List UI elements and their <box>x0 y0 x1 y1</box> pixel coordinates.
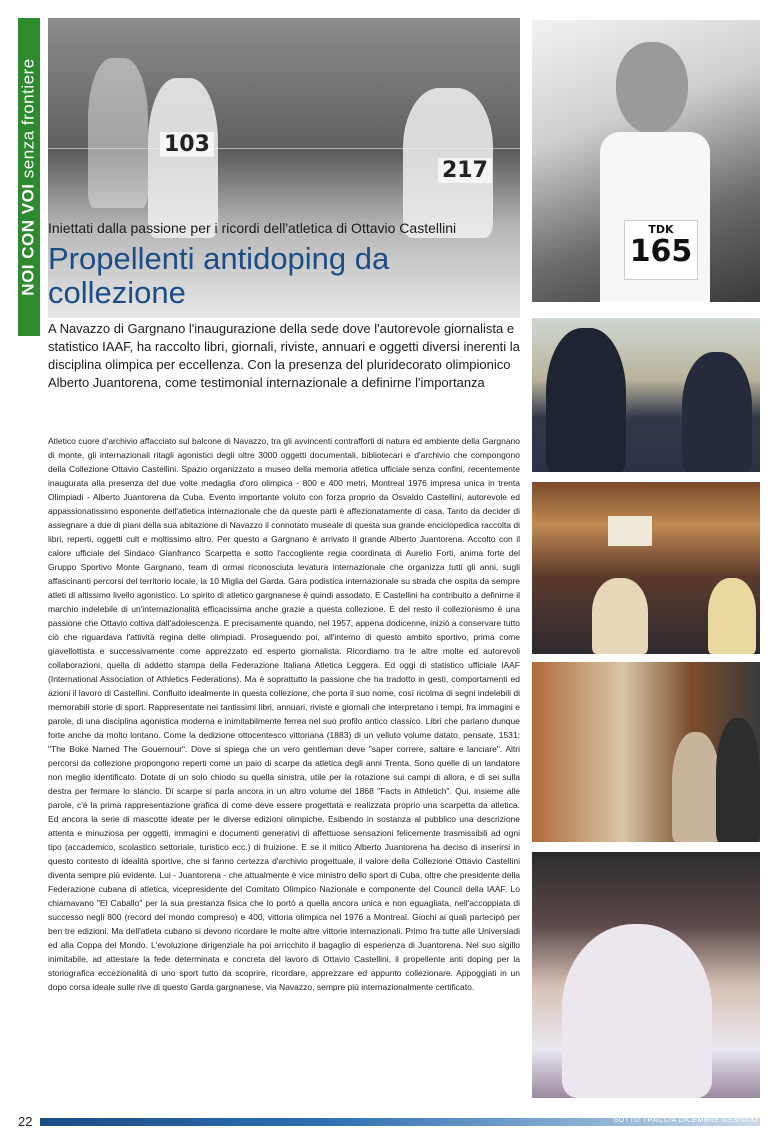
photo-crowd-portrait <box>532 852 760 1098</box>
runner-figure <box>148 78 218 238</box>
visitor-figure <box>672 732 720 842</box>
man-figure <box>682 352 752 472</box>
section-tab-part1: NOI CON VOI <box>19 183 39 296</box>
portrait-bib <box>624 220 698 280</box>
runner-bib: 103 <box>160 132 214 157</box>
portrait-head <box>616 42 688 134</box>
man-figure <box>546 328 626 472</box>
audience-figure <box>592 578 648 654</box>
visitor-figure <box>716 718 760 842</box>
article-body: Atletico cuore d'archivio affacciato sul balcone di Navazzo, tra gli avvincenti contrafforti di natura ed ambiente della Gargnano di monte, gli internazionali ritagli agonistici degli oltre 3000 oggetti documentali, bibliotecari e d'archivio che compongono della Collezione Ottavio Castellini. Spazio organizzato a museo della memoria atletica ufficiale senza confini, recentemente inaugurata alla presenza del due volte medaglia d'oro olimpica - 800 e 400 metri, Montreal 1976 impresa unica in trenta Olimpiadi - Alberto Juantorena da Cuba. Evento importante voluto con forza proprio da Osvaldo Castellini, autorevole ed appassionatissimo esponente dell'atletica internazionale che da queste parti è affezionatamente di casa. Tanto da decider di assegnare a due di piani della sua abitazione di Navazzo il connotato museale di questa sua grande enciclopedica raccolta di libri, reperti, oggetti cult e moltissimo altro. Per questo a Gargnano è arrivato il grande Alberto Juantorena. Accolto con il calore ufficiale del Sindaco Gianfranco Scarpetta e sotto l'accogliente regia coordinata di Aurelio Forti, anima forte del Gruppo Sportivo Monte Gargnano, team di ormai riconosciuta levatura internazionale che organizza tutti gli anni, sugli affascinanti percorsi del territorio locale, la 10 Miglia del Garda. Gara podistica internazionale su strada che ospita da sempre atleti di altissimo livello agonistico. Lo spirito di atletico gargnanese è quindi assodato. E Castellini ha contribuito a definirne il marchio indelebile di un'internazionalità efficacissima anche grazie a questa collezione. E del resto il collezionismo è una passione che Ottavio coltiva dall'adolescenza. E precisamente quando, nel 1957, appena dodicenne, iniziò a conservare tutto ciò che riguardava l'attività regina delle olimpiadi. Proseguendo poi, all'interno di questo ambito sportivo, prima come giavellottista e successivamente come apprezzato ed esperto giornalista. Ricordiamo tra le altre molte ed autorevoli collaborazioni, quella di addetto stampa della Federazione Italiana Atletica Leggera. Ed oggi di statistico ufficiale IAAF (International Association of Athletics Federations). Ma è soprattutto la passione che ha tradotto in gesti, comportamenti ed azioni il lavoro di Castellini. Confluito idealmente in questa collezione, che porta il suo nome, così ricolma di segni indelebili di memorabili storie di sport. Rappresentate nei tantissimi libri, annuari, riviste e giornali che interpretano i tempi, fra immagini e parole, di una disciplina agonistica moderna e inimitabilmente ferrea nel suo profilo antico classico. Libri che parlano dunque forte anche da molto lontano. Come la dedizione ottocentesco vittoriana (1883) di un velluto volume datato, pensate, 1531: "The Boke Named The Gouernour". Dove si spiega che un vero gentleman deve "saper correre, saltare e lanciare". Altri percorsi da collezione propongono reperti come un paio di scarpe da atletica degli anni Trenta. Sono quelle di un landatore non meglio identificato. Dotate di un solo chiodo su quella sinistra, utile per la rotazione sui campi di allora, e di sei sulla destra per fermare lo slancio. Di scarpe si parla ancora in un altro volume del 1868 "Facts in Athletich". Qui, insieme alle parole, c'è la prima rappresentazione grafica di come deve essere progettata e realizzata proprio una scarpetta da atletica. Ed ancora la serie di mascotte ideate per le diverse edizioni olimpiche. Esibendo in sostanza al pubblico una descrizione attenta e minuziosa per oggetti, immagini e documenti generativi di affettuose sensazioni felicemente trasmissibili ad ogni tipo (accademico, scolastico settoriale, turistico ecc.) di fruizione. E se il mitico Alberto Juantorena ha deciso di inserirsi in questo contesto di idealità sportive, che si fanno certezza d'archivio progettuale, il valore della Collezione Ottavio Castellini diventa sempre più evidente. Lui - Juantorena - che attualmente è vice ministro dello sport di Cuba, oltre che presidente della Federazione cubana di atletica, vicepresidente del Comitato Olimpico Nazionale e componente del Council della IAAF. Lo chiamavano "El Caballo" per la sua prestanza fisica che lo portò a quella ancora unica e non eguagliata, nell'accoppiata di successo negli 800 (record del mondo compreso) e 400, vittoria olimpica nel 1976 a Montreal. Giochi ai quali partecipò per ben tre edizioni. Ma dell'atleta cubano si devono ricordare le molte altre vittorie internazionali. Primo fra tutte alle Universiadi ed alla Coppa del Mondo. L'evoluzione dirigenziale ha poi arricchito il bagaglio di esperienza di Juantorena. Nel suo sigillo inimitabile, ad attestare la fede determinata e concreta del lavoro di Ottavio Castellini, il propellente anti doping per la storiografica eccezionalità di uno sport tutto da scoprire, ricordare, apprezzare ed appunto collezionare. Appoggiati in un dopo corsa ideale sulle rive di questo Garda gargnanese, via Navazzo, sempre più internazionalmente certificato. <box>48 436 520 992</box>
page-number: 22 <box>18 1114 33 1129</box>
article-lead: A Navazzo di Gargnano l'inaugurazione della sede dove l'autorevole giornalista e statistico IAAF, ha raccolto libri, giornali, riviste, annuari e oggetti diversi inerenti la disciplina olimpica per eccellenza. Con la presenza del pluridecorato olimpionico Alberto Juantorena, come testimonial internazionale a definirne l'importanza <box>48 321 520 390</box>
portrait-photo <box>532 20 760 302</box>
audience-figure <box>708 578 756 654</box>
runner-figure <box>88 58 148 208</box>
photo-library-room <box>532 662 760 842</box>
photo-two-men-outdoors <box>532 318 760 472</box>
projection-screen <box>608 516 652 546</box>
section-tab <box>18 18 40 336</box>
section-tab-part2: senza frontiere <box>19 58 39 179</box>
bib-brand: TDK <box>648 223 674 236</box>
photo-conference-room <box>532 482 760 654</box>
bib-number: 165 <box>629 234 693 269</box>
article-kicker: Iniettati dalla passione per i ricordi dell'atletica di Ottavio Castellini <box>48 220 457 236</box>
smiling-man-figure <box>562 924 712 1098</box>
section-tab-label <box>19 58 39 295</box>
article-headline: Propellenti antidoping da collezione <box>48 241 390 310</box>
runner-bib: 217 <box>438 158 492 183</box>
footer-publication: SOTTO TRACCIA DICEMBRE GENNAIO <box>613 1117 758 1124</box>
